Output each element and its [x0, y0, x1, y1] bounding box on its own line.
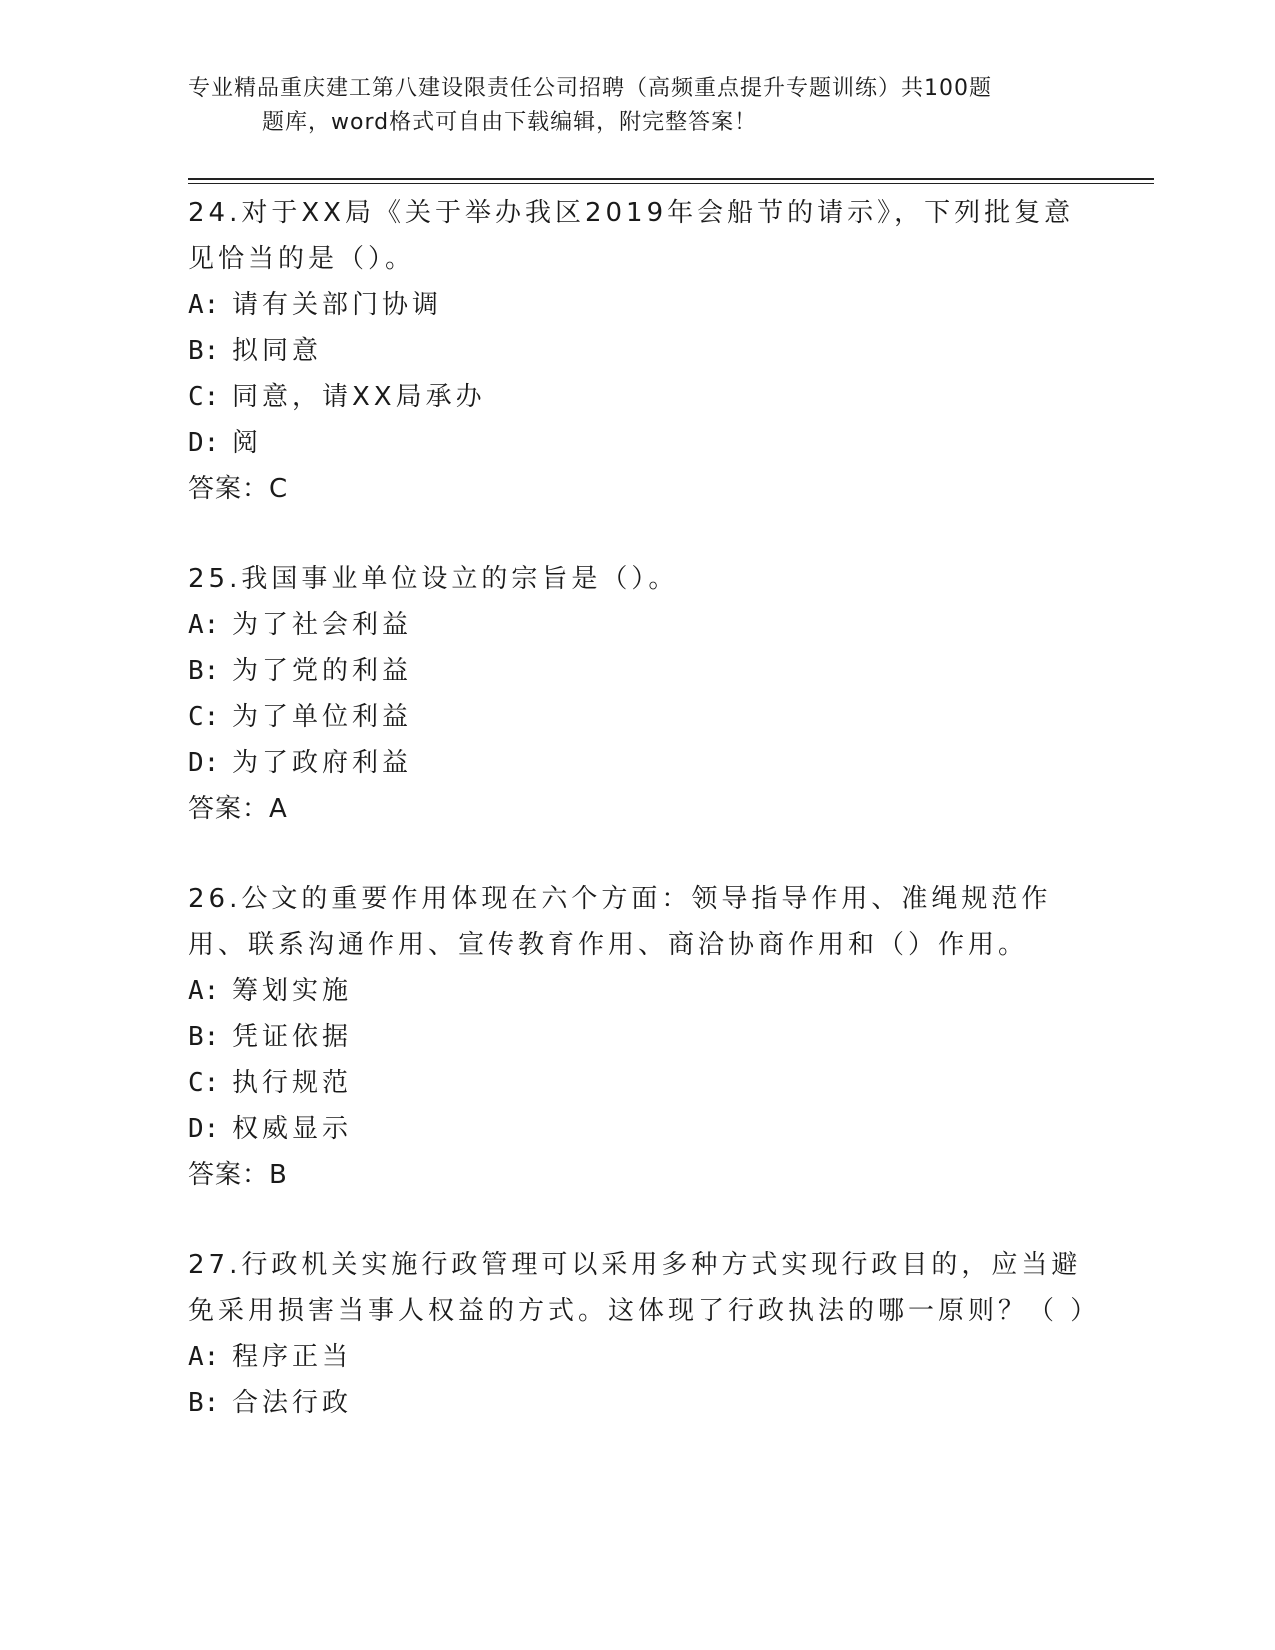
option-text: 为了党的利益 — [232, 656, 413, 686]
option-text: 为了单位利益 — [232, 702, 413, 732]
question-item — [188, 1242, 1101, 1426]
question-text: 27.行政机关实施行政管理可以采用多种方式实现行政目的，应当避免采用损害当事人权益的方式。这体现了行政执法的哪一原则？（ ） — [188, 1250, 1101, 1326]
option-label: D: — [188, 1114, 220, 1144]
header-divider-thin — [188, 183, 1154, 184]
question-text: 26.公文的重要作用体现在六个方面：领导指导作用、准绳规范作用、联系沟通作用、宣传教育作用、商洽协商作用和（）作用。 — [188, 884, 1052, 960]
option-label: A: — [188, 290, 220, 320]
option-d — [188, 420, 1088, 466]
option-text: 阅 — [232, 428, 263, 458]
answer-text: 答案：C — [188, 474, 289, 504]
option-a — [188, 1334, 1088, 1380]
option-label: A: — [188, 1342, 220, 1372]
option-b — [188, 648, 1088, 694]
option-text: 执行规范 — [232, 1068, 353, 1098]
document-header — [188, 72, 1068, 140]
option-text: 凭证依据 — [232, 1022, 353, 1052]
answer-text: 答案：B — [188, 1160, 288, 1190]
option-text: 拟同意 — [232, 336, 323, 366]
option-text: 为了社会利益 — [232, 610, 413, 640]
option-b — [188, 1014, 1088, 1060]
option-a — [188, 602, 1088, 648]
question-item — [188, 190, 1088, 512]
question-item — [188, 876, 1088, 1198]
option-text: 程序正当 — [232, 1342, 353, 1372]
option-label: D: — [188, 428, 220, 458]
question-list — [188, 190, 1101, 1470]
option-label: B: — [188, 656, 220, 686]
option-label: D: — [188, 748, 220, 778]
option-label: C: — [188, 1068, 220, 1098]
option-label: A: — [188, 610, 220, 640]
option-d — [188, 740, 1088, 786]
option-c — [188, 374, 1088, 420]
option-text: 合法行政 — [232, 1388, 353, 1418]
option-label: B: — [188, 1022, 220, 1052]
option-text: 权威显示 — [232, 1114, 353, 1144]
option-text: 筹划实施 — [232, 976, 353, 1006]
option-a — [188, 968, 1088, 1014]
option-text: 同意，请XX局承办 — [232, 382, 486, 412]
question-text: 24.对于XX局《关于举办我区2019年会船节的请示》，下列批复意见恰当的是（）。 — [188, 198, 1075, 274]
option-label: C: — [188, 382, 220, 412]
option-b — [188, 1380, 1088, 1426]
option-label: B: — [188, 1388, 220, 1418]
option-label: C: — [188, 702, 220, 732]
header-title-line-2: 题库，word格式可自由下载编辑，附完整答案！ — [262, 110, 758, 135]
option-c — [188, 694, 1088, 740]
option-text: 为了政府利益 — [232, 748, 413, 778]
question-item — [188, 556, 1088, 832]
option-text: 请有关部门协调 — [232, 290, 443, 320]
question-text: 25.我国事业单位设立的宗旨是（）。 — [188, 564, 679, 594]
header-divider-thick — [188, 178, 1154, 180]
option-d — [188, 1106, 1088, 1152]
answer-text: 答案：A — [188, 794, 288, 824]
option-label: A: — [188, 976, 220, 1006]
option-b — [188, 328, 1088, 374]
option-c — [188, 1060, 1088, 1106]
option-label: B: — [188, 336, 220, 366]
header-title-line-1: 专业精品重庆建工第八建设限责任公司招聘（高频重点提升专题训练）共100题 — [188, 76, 992, 101]
option-a — [188, 282, 1088, 328]
